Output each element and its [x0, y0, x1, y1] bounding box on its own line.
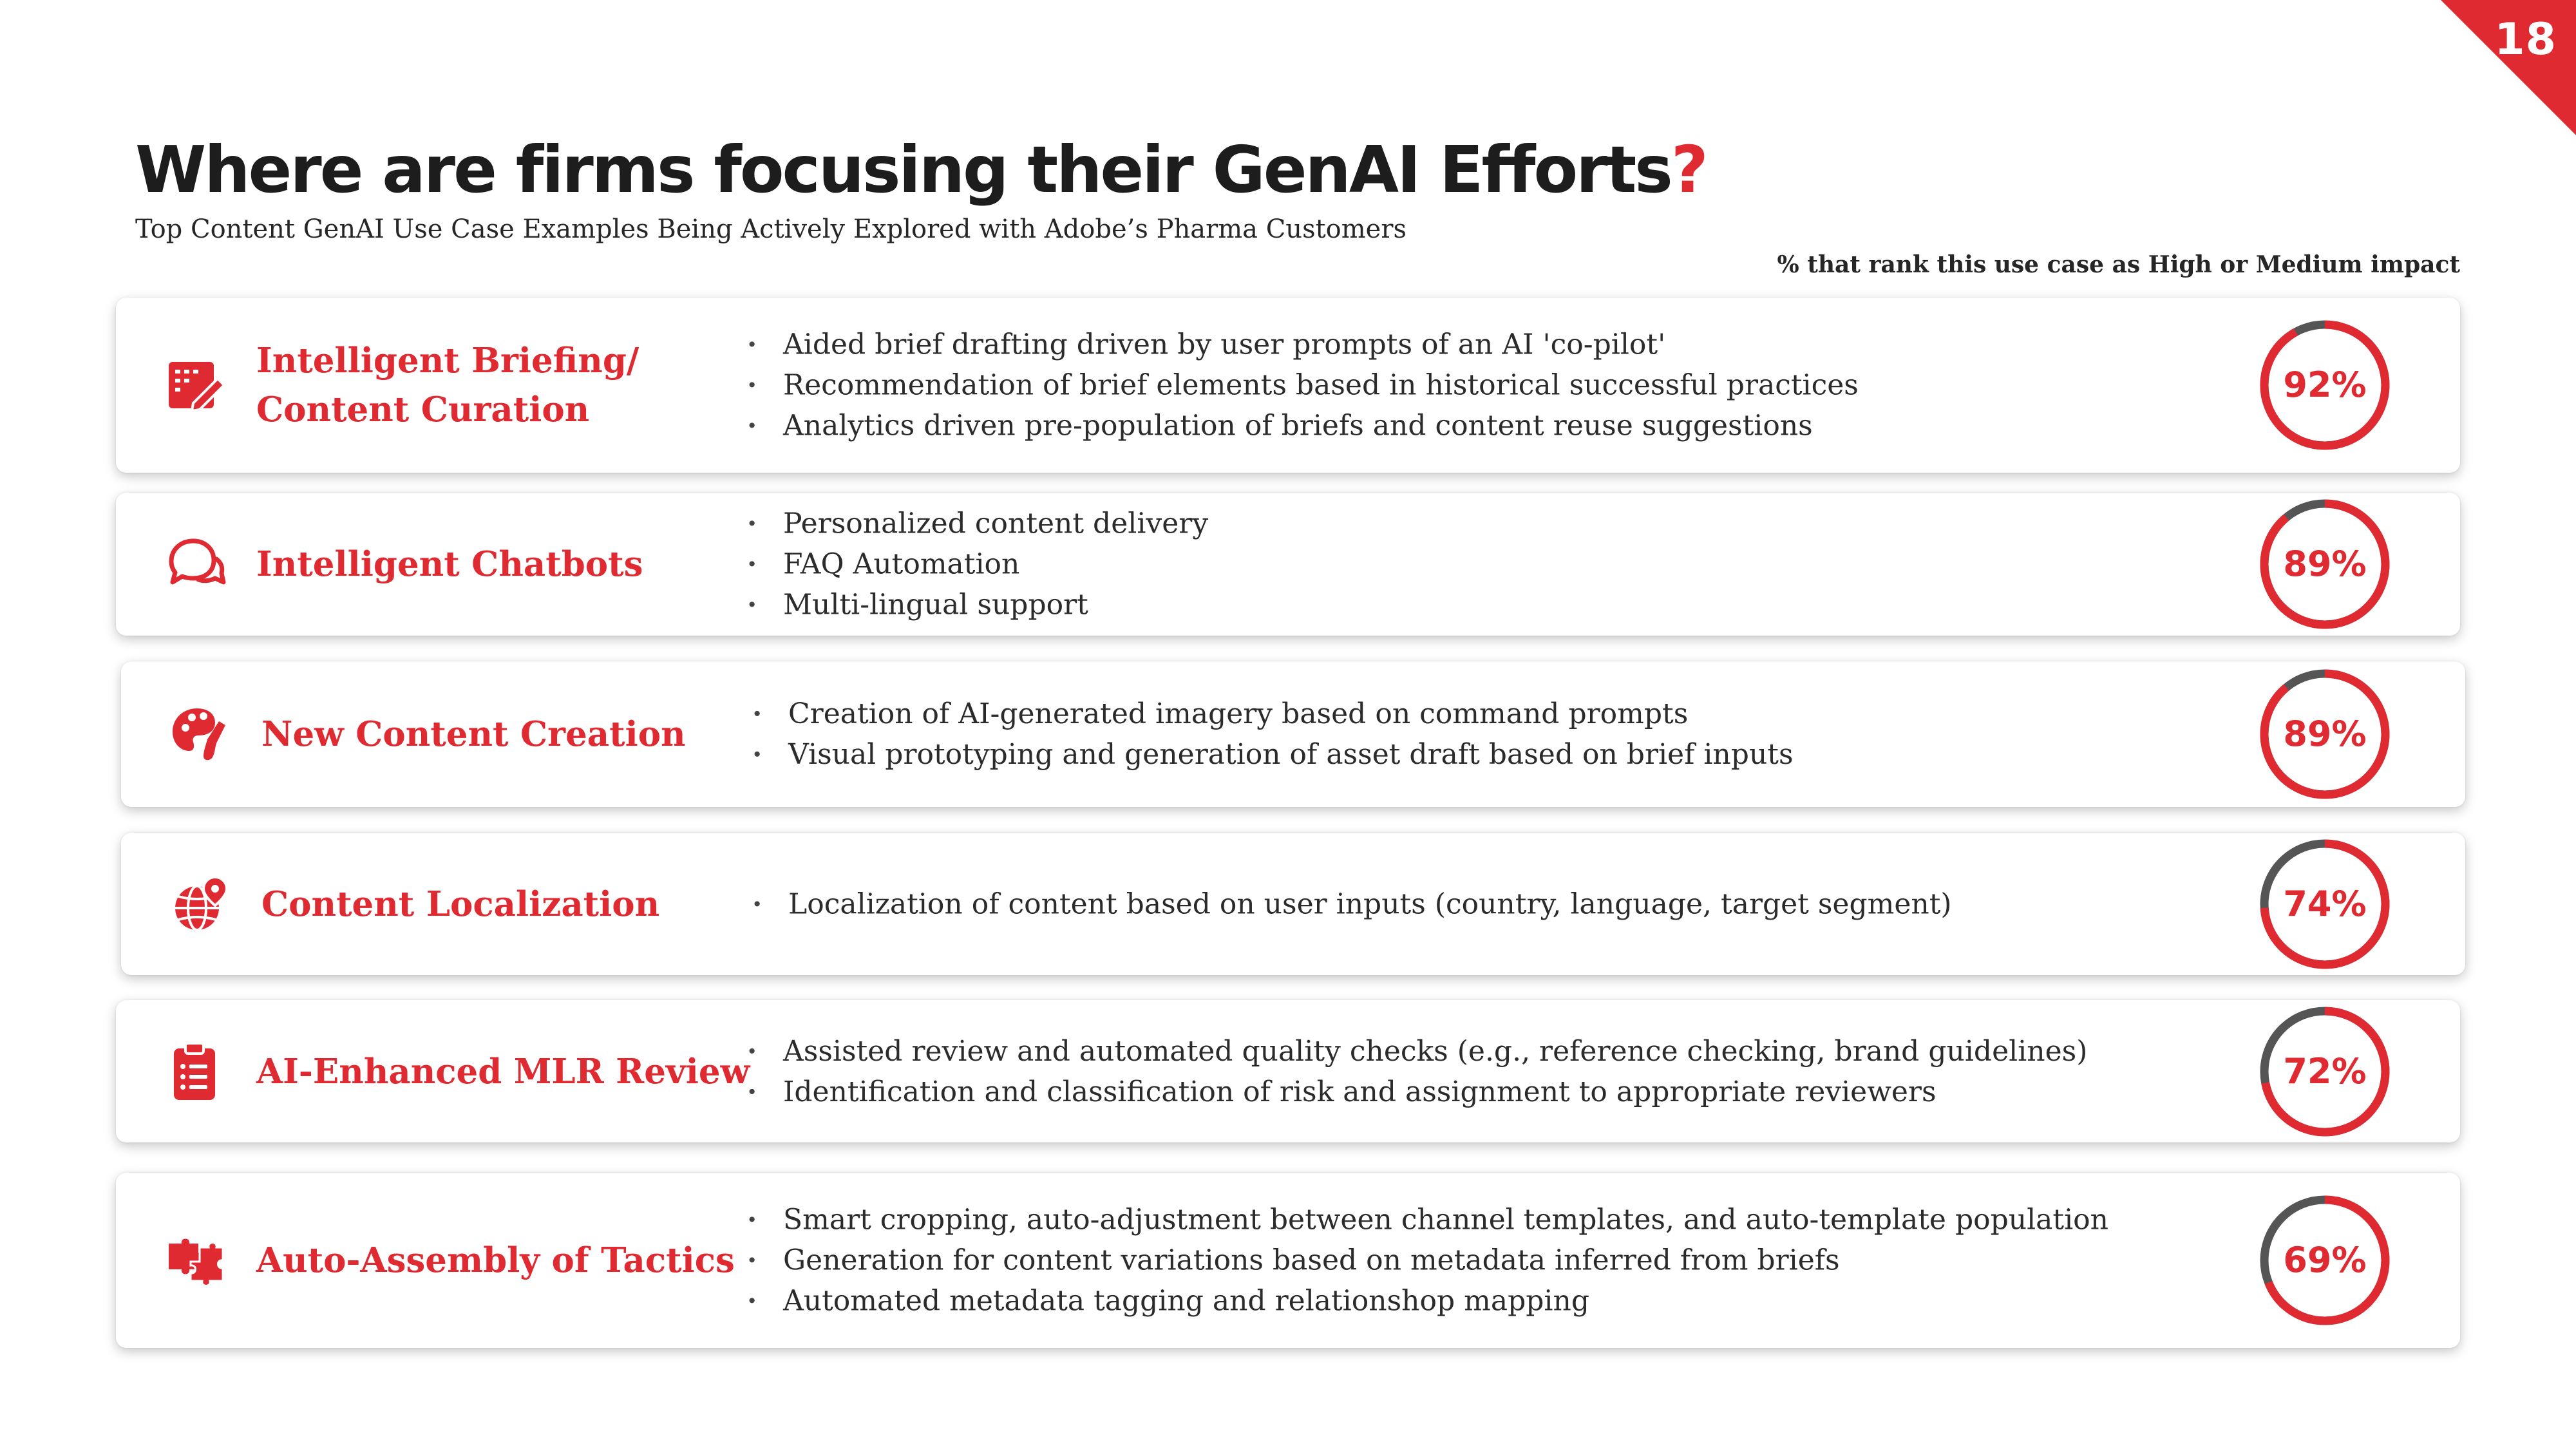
bullet-item: · Identification and classification of risk and assignment to appropriate reviewers [747, 1072, 2087, 1112]
use-case-bullets [747, 1031, 2087, 1112]
bullet-item: · Automated metadata tagging and relationshop mapping [747, 1281, 2108, 1321]
use-case-title: Intelligent Briefing/ Content Curation [256, 341, 639, 430]
use-case-bullets [747, 325, 1859, 446]
bullet-item: · Localization of content based on user inputs (country, language, target segment) [752, 884, 1952, 924]
page-number: 18 [2494, 14, 2557, 65]
impact-donut [2257, 497, 2392, 632]
bullet-item: · Aided brief drafting driven by user prompts of an AI 'co-pilot' [747, 325, 1859, 365]
palette-brush-icon [167, 702, 232, 766]
use-case-bullets [752, 694, 1794, 775]
use-case-title: Content Localization [261, 884, 660, 924]
bullet-item: · Assisted review and automated quality checks (e.g., reference checking, brand guidelines) [747, 1031, 2087, 1072]
impact-percent: 92% [2283, 365, 2367, 405]
title-question-mark: ? [1671, 132, 1707, 207]
bullet-item: · Generation for content variations based on metadata inferred from briefs [747, 1240, 2108, 1281]
bullet-item: · Recommendation of brief elements based in historical successful practices [747, 365, 1859, 406]
impact-percent: 72% [2283, 1050, 2367, 1092]
briefing-icon [162, 353, 227, 417]
use-case-title: Intelligent Chatbots [256, 544, 643, 584]
use-case-bullets [752, 884, 1952, 924]
use-case-title: Auto-Assembly of Tactics [256, 1240, 735, 1280]
impact-percent: 74% [2283, 883, 2367, 924]
impact-donut [2257, 1193, 2392, 1328]
page-subtitle: Top Content GenAI Use Case Examples Being Actively Explored with Adobe’s Pharma Customers [135, 214, 1407, 244]
clipboard-checklist-icon [162, 1039, 227, 1104]
bullet-item: · Smart cropping, auto-adjustment between channel templates, and auto-template population [747, 1200, 2108, 1240]
use-case-card [121, 833, 2465, 975]
bullet-item: · Visual prototyping and generation of asset draft based on brief inputs [752, 734, 1794, 775]
bullet-item: · Personalized content delivery [747, 504, 1208, 544]
impact-percent: 89% [2283, 714, 2367, 754]
chat-bubbles-icon [162, 532, 227, 596]
use-case-title: New Content Creation [261, 714, 686, 754]
rank-note: % that rank this use case as High or Medium impact [1777, 251, 2460, 278]
puzzle-icon [162, 1228, 227, 1293]
use-case-bullets [747, 504, 1208, 625]
use-case-card [116, 493, 2460, 636]
use-case-card [116, 298, 2460, 473]
use-case-title: AI-Enhanced MLR Review [256, 1051, 750, 1092]
title-text: Where are firms focusing their GenAI Efforts [135, 132, 1671, 207]
bullet-item: · FAQ Automation [747, 544, 1208, 585]
use-case-card [116, 1173, 2460, 1348]
use-case-card [121, 661, 2465, 807]
bullet-item: · Multi-lingual support [747, 585, 1208, 625]
impact-donut [2257, 317, 2392, 453]
bullet-item: · Analytics driven pre-population of briefs and content reuse suggestions [747, 406, 1859, 446]
globe-pin-icon [167, 872, 232, 936]
use-case-card [116, 1000, 2460, 1142]
impact-percent: 89% [2283, 544, 2367, 584]
page-title [135, 132, 1707, 207]
bullet-item: · Creation of AI-generated imagery based on command prompts [752, 694, 1794, 734]
impact-donut [2257, 837, 2392, 972]
impact-donut [2257, 667, 2392, 802]
use-case-bullets [747, 1200, 2108, 1321]
impact-donut [2257, 1004, 2392, 1139]
impact-percent: 69% [2283, 1240, 2367, 1280]
